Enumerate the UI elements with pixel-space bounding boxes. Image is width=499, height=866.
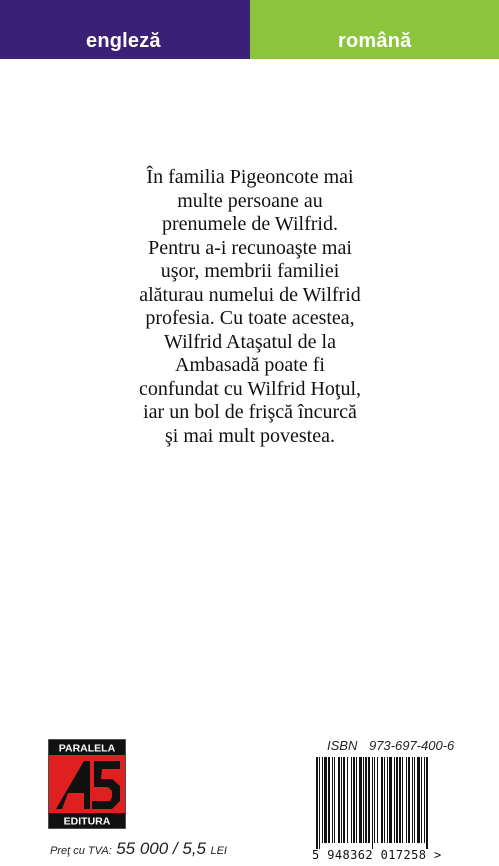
barcode-digits: 5 948362 017258 > (312, 848, 442, 862)
barcode-bar (414, 757, 415, 843)
language-header (0, 0, 499, 59)
barcode-bar (399, 757, 401, 843)
blurb-line: În familia Pigeoncote mai (146, 166, 354, 188)
barcode-bar (316, 757, 318, 849)
barcode-bar (343, 757, 345, 843)
barcode-bar (424, 757, 425, 843)
price-label: Preţ cu TVA: (50, 845, 112, 857)
barcode-bar (359, 757, 362, 843)
barcode-bar (324, 757, 327, 843)
barcode-bar (396, 757, 398, 843)
isbn-value: 973-697-400-6 (368, 738, 455, 753)
barcode-bar (381, 757, 383, 843)
blurb-line: şi mai mult povestea. (165, 424, 335, 447)
barcode-bar (417, 757, 420, 843)
blurb-line: prenumele de Wilfrid. (162, 213, 338, 235)
price-value: 55 000 / 5,5 (116, 839, 207, 858)
barcode-bar (387, 757, 388, 843)
language-right-label: română (338, 30, 412, 52)
barcode-bar (334, 757, 335, 843)
barcode-bar (421, 757, 422, 843)
isbn-label: ISBN (327, 738, 358, 753)
publisher-logo (48, 739, 126, 829)
barcode-bar (365, 757, 367, 843)
logo-number-five (92, 761, 120, 809)
barcode-bar (332, 757, 333, 843)
barcode-bar (389, 757, 392, 843)
barcode-bar (374, 757, 375, 843)
price-currency: LEI (210, 845, 227, 857)
barcode-bar (426, 757, 428, 849)
barcode-bar (377, 757, 378, 843)
blurb-line: profesia. Cu toate acestea, (145, 307, 355, 329)
barcode-bar (363, 757, 364, 843)
barcode-bar (394, 757, 395, 843)
barcode-bar (353, 757, 355, 843)
blurb-line: alăturau numelui de Wilfrid (139, 283, 361, 306)
barcode-bar (356, 757, 357, 843)
blurb-line: multe persoane au (177, 189, 323, 212)
language-right-panel (250, 0, 499, 59)
language-left-label: engleză (86, 30, 161, 52)
barcode-bar (338, 757, 340, 843)
barcode-bars (316, 757, 428, 849)
blurb-line: uşor, membrii familiei (160, 260, 340, 282)
blurb-line: Pentru a-i recunoaşte mai (148, 236, 352, 259)
barcode-bar (328, 757, 330, 843)
barcode-bar (368, 757, 370, 843)
back-cover-blurb (60, 166, 440, 448)
barcode-bar (341, 757, 342, 843)
blurb-line: confundat cu Wilfrid Hoţul, (138, 377, 362, 400)
barcode-bar (372, 757, 373, 849)
isbn (327, 738, 454, 753)
barcode-bar (402, 757, 403, 843)
logo-bottom-text: EDITURA (63, 815, 111, 828)
barcode-bar (319, 757, 320, 849)
price-tag (50, 839, 227, 859)
blurb-line: iar un bol de frişcă încurcă (143, 401, 357, 423)
barcode (314, 757, 466, 849)
blurb-line: Wilfrid Ataşatul de la (164, 330, 336, 353)
logo-top-text: PARALELA (58, 742, 116, 755)
barcode-bar (384, 757, 385, 843)
language-left-panel (0, 0, 250, 59)
barcode-bar (412, 757, 413, 843)
blurb-line: Ambasadă poate fi (175, 354, 325, 376)
barcode-bar (351, 757, 352, 843)
barcode-bar (408, 757, 410, 843)
barcode-bar (322, 757, 323, 843)
barcode-bar (347, 757, 348, 843)
barcode-bar (406, 757, 407, 843)
